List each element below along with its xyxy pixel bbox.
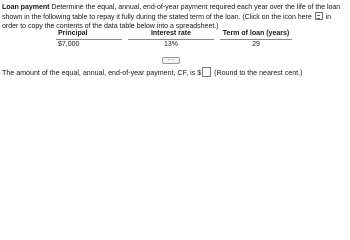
interest-rate-header: Interest rate	[128, 30, 214, 40]
problem-text-part1: Determine the equal, annual, end-of-year payment required each year over the life of the loan shown in the following table to repay it fully during the stated term of the loan. (Click on the icon here	[2, 3, 341, 21]
interest-rate-column	[128, 30, 214, 50]
answer-suffix: (Round to the nearest cent.)	[214, 69, 303, 77]
principal-header: Principal	[56, 30, 122, 40]
problem-text-part2: in order to copy the contents of the data table below into a spreadsheet.)	[2, 13, 332, 30]
term-column	[220, 30, 292, 50]
expand-ellipsis-button[interactable]: .....	[162, 57, 180, 64]
term-value: 29	[252, 41, 260, 48]
term-header: Term of loan (years)	[220, 30, 292, 40]
answer-input[interactable]	[202, 67, 211, 77]
problem-title: Loan payment	[2, 3, 50, 11]
answer-line	[2, 67, 348, 78]
spreadsheet-copy-icon[interactable]	[315, 12, 323, 20]
problem-statement	[2, 3, 348, 31]
principal-value: $7,000	[58, 41, 80, 48]
interest-rate-value: 13%	[163, 41, 178, 48]
principal-column	[56, 30, 122, 50]
answer-prefix: The amount of the equal, annual, end-of-year payment, CF, is $	[2, 69, 202, 77]
